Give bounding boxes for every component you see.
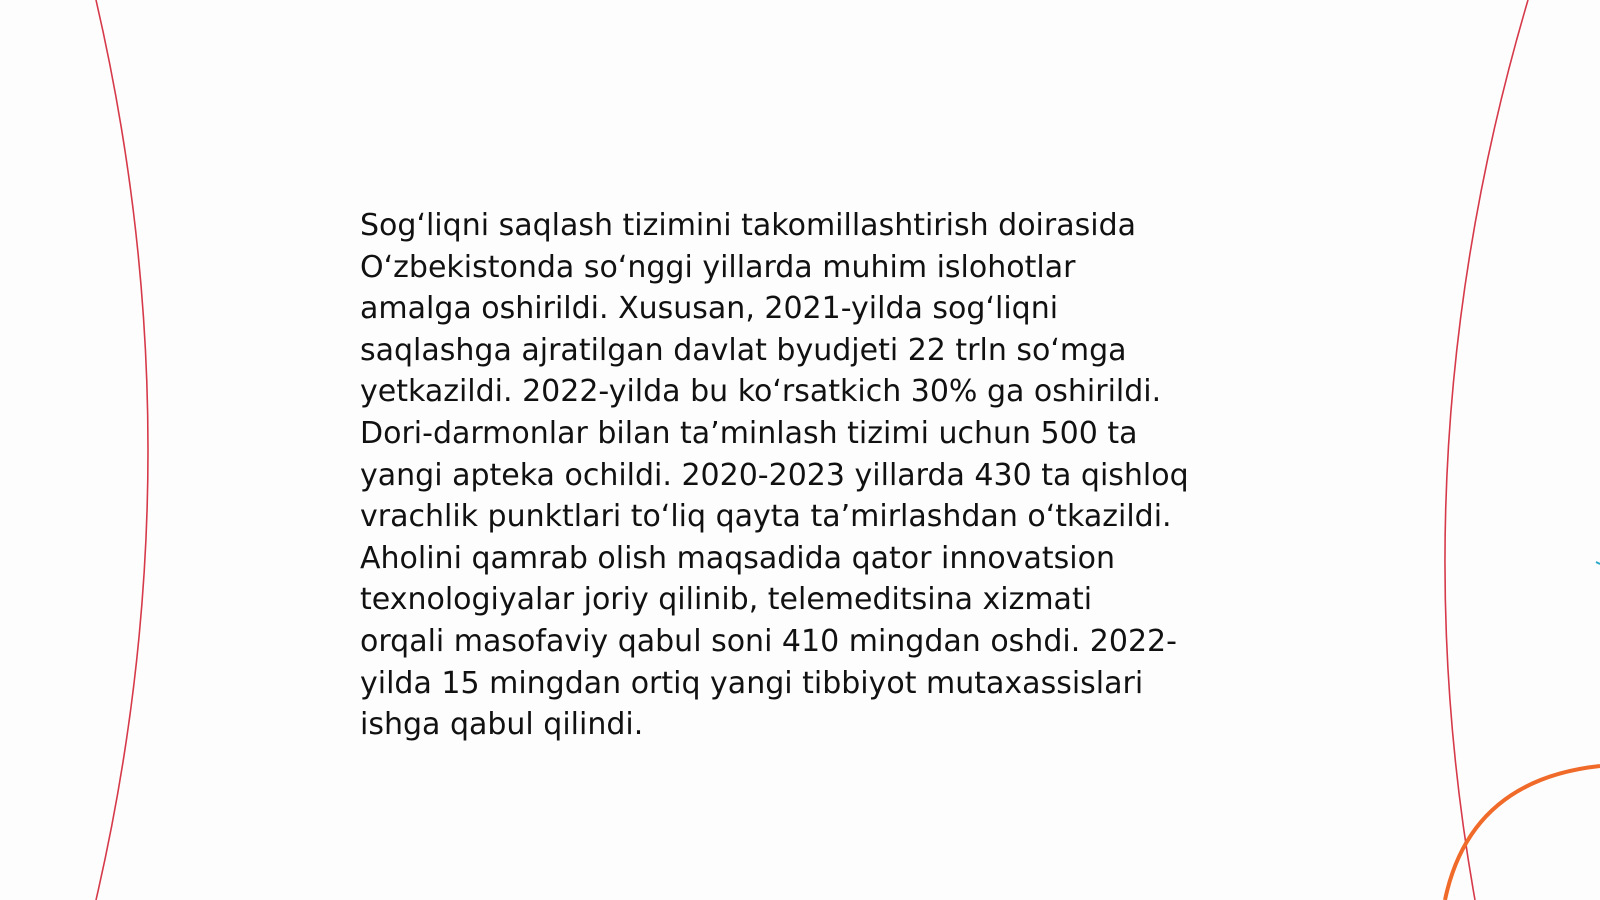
text-line: yilda 15 mingdan ortiq yangi tibbiyot mutaxassislari bbox=[360, 665, 1144, 701]
teal-accent-mark bbox=[1596, 562, 1600, 564]
left-arc-line bbox=[96, 0, 148, 900]
right-arc-line bbox=[1445, 0, 1528, 900]
text-line: Dori-darmonlar bilan ta’minlash tizimi uchun 500 ta bbox=[360, 415, 1138, 451]
text-line: orqali masofaviy qabul soni 410 mingdan oshdi. 2022- bbox=[360, 623, 1177, 659]
orange-circle-arc bbox=[1445, 766, 1600, 900]
body-paragraph bbox=[360, 205, 1250, 746]
text-line: yangi apteka ochildi. 2020-2023 yillarda 430 ta qishloq bbox=[360, 457, 1189, 493]
text-line: Aholini qamrab olish maqsadida qator innovatsion bbox=[360, 540, 1115, 576]
text-line: texnologiyalar joriy qilinib, telemeditsina xizmati bbox=[360, 582, 1093, 618]
text-line: amalga oshirildi. Xususan, 2021-yilda sog‘liqni bbox=[360, 291, 1059, 327]
text-line: vrachlik punktlari to‘liq qayta ta’mirlashdan o‘tkazildi. bbox=[360, 499, 1172, 535]
text-line: saqlashga ajratilgan davlat byudjeti 22 trln so‘mga bbox=[360, 332, 1127, 368]
text-line: ishga qabul qilindi. bbox=[360, 707, 644, 743]
text-line: O‘zbekistonda so‘nggi yillarda muhim islohotlar bbox=[360, 249, 1076, 285]
text-line: Sog‘liqni saqlash tizimini takomillashtirish doirasida bbox=[360, 208, 1137, 243]
text-line: yetkazildi. 2022-yilda bu ko‘rsatkich 30% ga oshirildi. bbox=[360, 374, 1162, 410]
